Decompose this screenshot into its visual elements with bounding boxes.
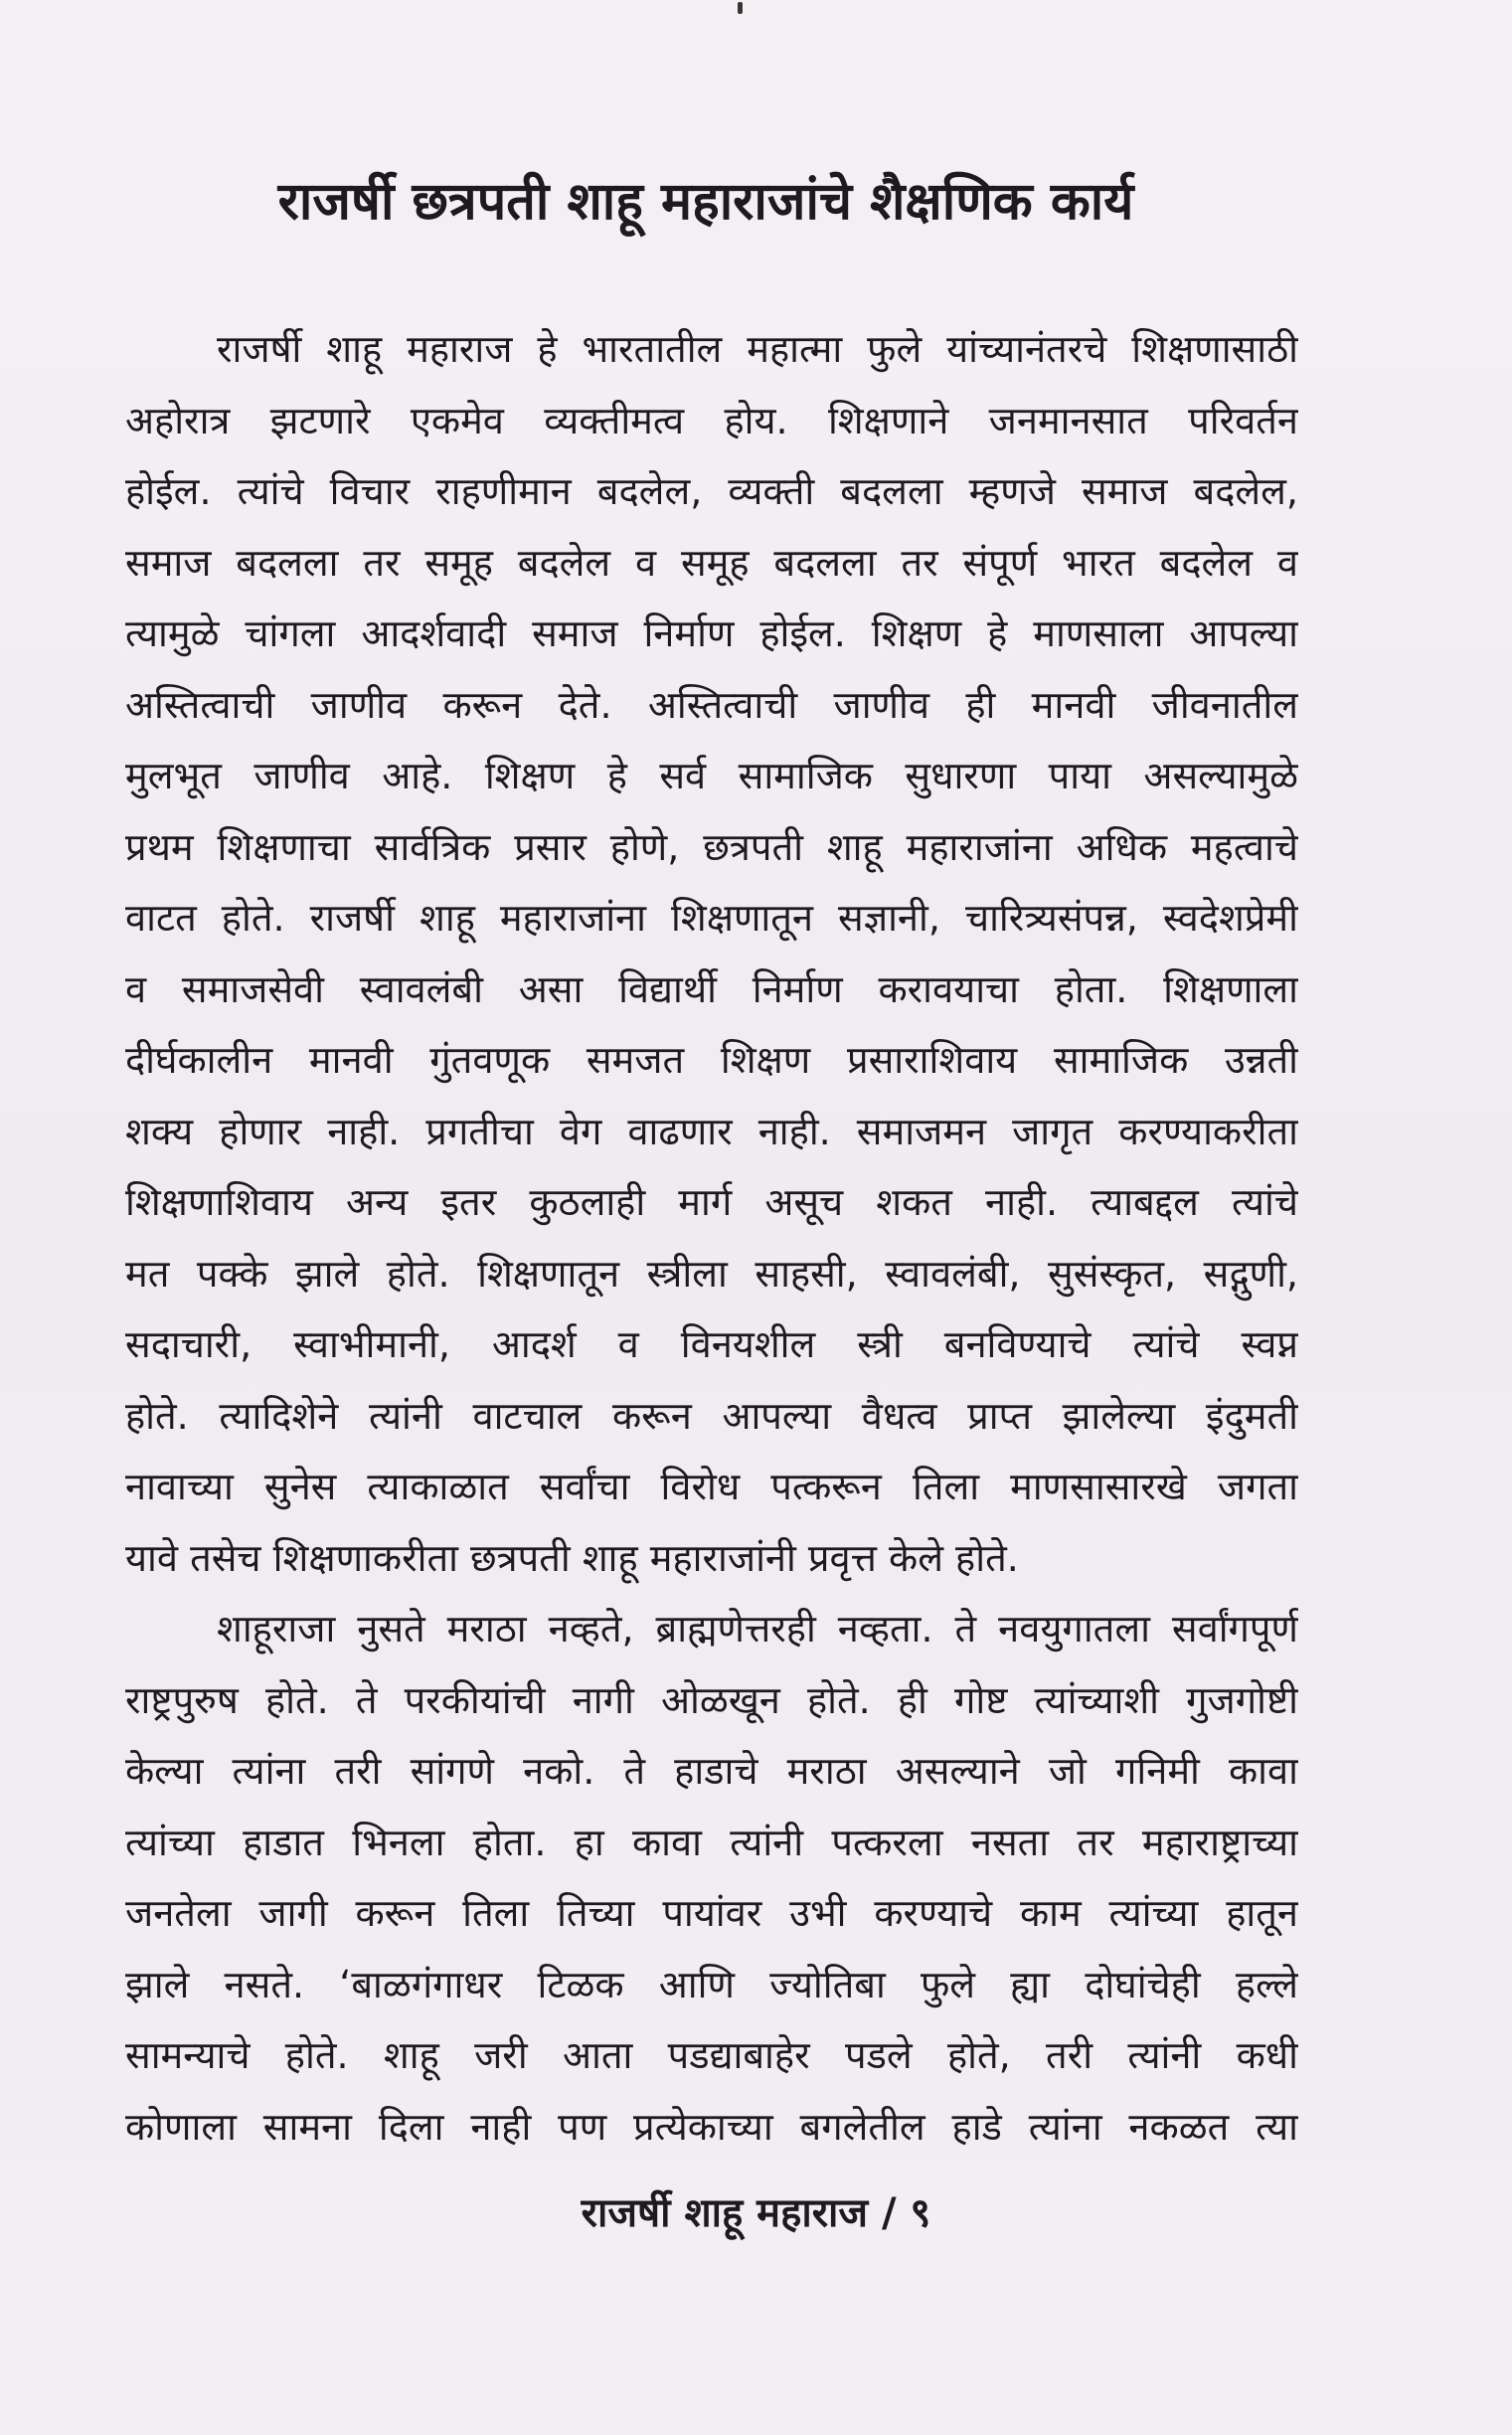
text-line: सामन्याचे होते. शाहू जरी आता पडद्याबाहेर पडले होते, तरी त्यांनी कधी (125, 2033, 1298, 2077)
text-line: जनतेला जागी करून तिला तिच्या पायांवर उभी करण्याचे काम त्यांच्या हातून (125, 1891, 1298, 1935)
text-line: त्यामुळे चांगला आदर्शवादी समाज निर्माण होईल. शिक्षण हे माणसाला आपल्या (125, 611, 1298, 655)
text-line: कोणाला सामना दिला नाही पण प्रत्येकाच्या बगलेतील हाडे त्यांना नकळत त्या (125, 2104, 1298, 2149)
text-line: सदाचारी, स्वाभीमानी, आदर्श व विनयशील स्त्री बनविण्याचे त्यांचे स्वप्न (125, 1322, 1298, 1366)
text-line: व समाजसेवी स्वावलंबी असा विद्यार्थी निर्माण करावयाचा होता. शिक्षणाला (125, 966, 1298, 1011)
text-line: शिक्षणाशिवाय अन्य इतर कुठलाही मार्ग असूच शकत नाही. त्याबद्दल त्यांचे (125, 1180, 1298, 1224)
chapter-title: राजर्षी छत्रपती शाहू महाराजांचे शैक्षणिक कार्य (277, 172, 1134, 232)
text-line: शक्य होणार नाही. प्रगतीचा वेग वाढणार नाही. समाजमन जागृत करण्याकरीता (125, 1109, 1298, 1153)
ink-speck (738, 2, 743, 14)
text-line: मुलभूत जाणीव आहे. शिक्षण हे सर्व सामाजिक सुधारणा पाया असल्यामुळे (125, 754, 1298, 797)
text-line: समाज बदलला तर समूह बदलेल व समूह बदलला तर संपूर्ण भारत बदलेल व (125, 540, 1298, 585)
paragraph-2 (125, 1594, 1298, 2163)
text-line: वाटत होते. राजर्षी शाहू महाराजांना शिक्षणातून सज्ञानी, चारित्र्यसंपन्न, स्वदेशप्रेमी (125, 896, 1298, 940)
text-line: अहोरात्र झटणारे एकमेव व्यक्तीमत्व होय. शिक्षणाने जनमानसात परिवर्तन (125, 398, 1298, 442)
text-line: होते. त्यादिशेने त्यांनी वाटचाल करून आपल्या वैधत्व प्राप्त झालेल्या इंदुमती (125, 1393, 1298, 1438)
text-line: त्यांच्या हाडात भिनला होता. हा कावा त्यांनी पत्करला नसता तर महाराष्ट्राच्या (125, 1820, 1298, 1864)
text-line: नावाच्या सुनेस त्याकाळात सर्वांचा विरोध पत्करून तिला माणसासारखे जगता (125, 1465, 1298, 1508)
text-line: यावे तसेच शिक्षणाकरीता छत्रपती शाहू महाराजांनी प्रवृत्त केले होते. (125, 1535, 1019, 1580)
text-line: प्रथम शिक्षणाचा सार्वत्रिक प्रसार होणे, छत्रपती शाहू महाराजांना अधिक महत्वाचे (125, 824, 1298, 869)
page-footer: राजर्षी शाहू महाराज / ९ (581, 2190, 931, 2236)
text-line: राष्ट्रपुरुष होते. ते परकीयांची नागी ओळखून होते. ही गोष्ट त्यांच्याशी गुजगोष्टी (125, 1677, 1298, 1722)
text-line: राजर्षी शाहू महाराज हे भारतातील महात्मा फुले यांच्यानंतरचे शिक्षणासाठी (217, 327, 1298, 371)
text-line: झाले नसते. ‘बाळगंगाधर टिळक आणि ज्योतिबा फुले ह्या दोघांचेही हल्ले (125, 1962, 1298, 2006)
text-line: दीर्घकालीन मानवी गुंतवणूक समजत शिक्षण प्रसाराशिवाय सामाजिक उन्नती (125, 1038, 1298, 1082)
text-line: केल्या त्यांना तरी सांगणे नको. ते हाडाचे मराठा असल्याने जो गनिमी कावा (125, 1749, 1298, 1793)
text-line: मत पक्के झाले होते. शिक्षणातून स्त्रीला साहसी, स्वावलंबी, सुसंस्कृत, सद्गुणी, (125, 1251, 1298, 1296)
text-line: अस्तित्वाची जाणीव करून देते. अस्तित्वाची जाणीव ही मानवी जीवनातील (125, 682, 1298, 727)
text-line: होईल. त्यांचे विचार राहणीमान बदलेल, व्यक्ती बदलला म्हणजे समाज बदलेल, (125, 469, 1298, 513)
text-line: शाहूराजा नुसते मराठा नव्हते, ब्राह्मणेत्तरही नव्हता. ते नवयुगातला सर्वांगपूर्ण (217, 1607, 1298, 1651)
paragraph-1 (125, 314, 1298, 1594)
body-text (125, 314, 1298, 2163)
